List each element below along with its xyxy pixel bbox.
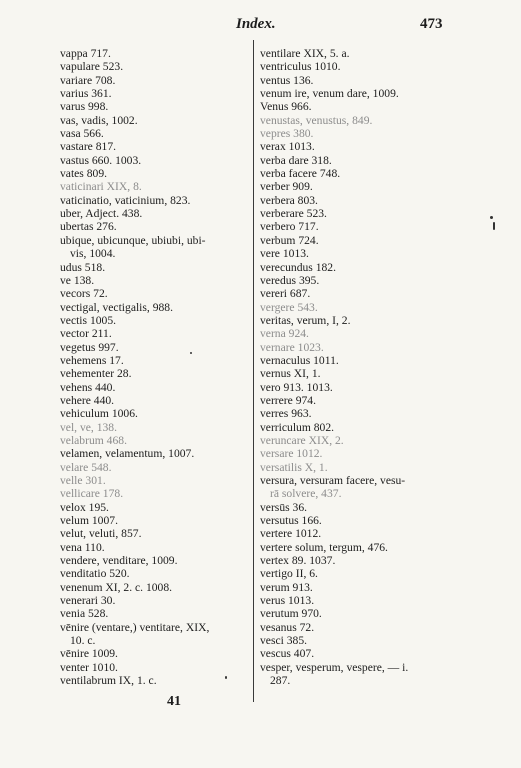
- running-header: [0, 14, 521, 36]
- column-divider: [253, 40, 254, 702]
- index-entry: ventilabrum IX, 1. c.: [60, 674, 157, 688]
- continuation-text: rā solvere, 437.: [270, 487, 342, 501]
- index-entry: varius 361.: [60, 87, 112, 101]
- index-entry-continuation: [60, 634, 246, 647]
- index-entry: vertere 1012.: [260, 527, 322, 541]
- index-entry: vēnire (ventare,) ventitare, XIX,: [60, 620, 210, 634]
- index-entry: Venus 966.: [260, 100, 312, 114]
- index-entry: vero 913. 1013.: [260, 380, 333, 394]
- index-entry: vappa 717.: [60, 47, 111, 60]
- index-entry: velamen, velamentum, 1007.: [60, 447, 195, 461]
- index-entry: verbero 717.: [260, 220, 319, 234]
- index-entry: veruncare XIX, 2.: [260, 433, 344, 447]
- index-entry-continuation: [260, 674, 450, 687]
- index-entry: vernus XI, 1.: [260, 367, 321, 381]
- index-entry: venum ire, venum dare, 1009.: [260, 87, 399, 101]
- index-entry: udus 518.: [60, 260, 106, 274]
- index-entry: vas, vadis, 1002.: [60, 113, 138, 127]
- ink-speck: [225, 676, 227, 679]
- signature-mark: 41: [167, 694, 181, 709]
- index-entry: vepres 380.: [260, 127, 314, 141]
- index-entry: velle 301.: [60, 474, 106, 487]
- index-entry: verbum 724.: [260, 233, 319, 247]
- index-entry: verbera 803.: [260, 193, 318, 207]
- index-entry: vēnire 1009.: [60, 647, 118, 661]
- index-entry: uber, Adject. 438.: [60, 207, 143, 221]
- index-entry: vertere solum, tergum, 476.: [260, 540, 388, 554]
- index-entry: velare 548.: [60, 460, 112, 474]
- index-entry: venerari 30.: [60, 594, 116, 608]
- index-entry: variare 708.: [60, 73, 116, 87]
- index-entry: verriculum 802.: [260, 420, 335, 434]
- continuation-text: 10. c.: [70, 634, 96, 648]
- index-entry: vapulare 523.: [60, 60, 124, 74]
- index-entry: veritas, verum, I, 2.: [260, 313, 351, 327]
- index-entry: velum 1007.: [60, 514, 118, 528]
- ink-speck: [490, 216, 493, 219]
- index-entry: vesper, vesperum, vespere, — i.: [260, 660, 409, 674]
- index-entry: vertigo II, 6.: [260, 567, 318, 581]
- index-column-right: [260, 47, 450, 688]
- index-entry: vescus 407.: [260, 647, 315, 661]
- index-entry: vernaculus 1011.: [260, 353, 339, 367]
- index-entry: verecundus 182.: [260, 260, 336, 274]
- index-entry: versūs 36.: [260, 500, 308, 514]
- index-entry: vehemens 17.: [60, 353, 124, 367]
- index-column-left: [60, 47, 246, 688]
- index-entry: venustas, venustus, 849.: [260, 113, 373, 127]
- index-entry: vastus 660. 1003.: [60, 153, 142, 167]
- continuation-text: vis, 1004.: [70, 247, 116, 261]
- index-entry: vesci 385.: [260, 634, 308, 648]
- index-entry: ve 138.: [60, 273, 95, 287]
- index-entry: venditatio 520.: [60, 567, 130, 581]
- index-entry-continuation: [260, 487, 450, 500]
- index-entry: versutus 166.: [260, 514, 322, 528]
- index-entry: vehiculum 1006.: [60, 407, 138, 421]
- index-entry: vectigal, vectigalis, 988.: [60, 300, 174, 314]
- index-entry: verus 1013.: [260, 594, 315, 608]
- index-entry: ubertas 276.: [60, 220, 117, 234]
- page-title: Index.: [236, 16, 276, 32]
- index-entry: versura, versuram facere, vesu-: [260, 474, 406, 487]
- index-entry: ventilare XIX, 5. a.: [260, 47, 350, 60]
- index-entry: venia 528.: [60, 607, 109, 621]
- index-entry: vereri 687.: [260, 287, 311, 301]
- index-entry: vates 809.: [60, 167, 108, 181]
- index-entry: vernare 1023.: [260, 340, 324, 354]
- index-entry: ventriculus 1010.: [260, 60, 341, 74]
- index-entry: verba dare 318.: [260, 153, 332, 167]
- index-entry: verres 963.: [260, 407, 312, 421]
- continuation-text: 287.: [270, 674, 291, 688]
- index-entry: vehementer 28.: [60, 367, 132, 381]
- index-entry: vector 211.: [60, 327, 112, 341]
- index-entry: vena 110.: [60, 540, 105, 554]
- index-entry: verutum 970.: [260, 607, 322, 621]
- index-entry: verber 909.: [260, 180, 313, 194]
- index-entry: vertex 89. 1037.: [260, 554, 336, 568]
- index-entry: velut, veluti, 857.: [60, 527, 142, 541]
- index-entry: vehere 440.: [60, 393, 115, 407]
- index-entry: venenum XI, 2. c. 1008.: [60, 580, 173, 594]
- index-entry: verax 1013.: [260, 140, 315, 154]
- index-entry: venter 1010.: [60, 660, 118, 674]
- index-entry: vaticinari XIX, 8.: [60, 180, 142, 194]
- index-entry: vastare 817.: [60, 140, 117, 154]
- ink-speck: [190, 352, 192, 354]
- index-entry: vergere 543.: [260, 300, 318, 314]
- index-entry: ubique, ubicunque, ubiubi, ubi-: [60, 233, 206, 247]
- index-entry: velabrum 468.: [60, 433, 127, 447]
- index-entry: vere 1013.: [260, 247, 309, 261]
- index-entry: vaticinatio, vaticinium, 823.: [60, 193, 191, 207]
- index-entry: vehens 440.: [60, 380, 116, 394]
- index-entry: vectis 1005.: [60, 313, 117, 327]
- index-entry: vecors 72.: [60, 287, 108, 301]
- index-entry: ventus 136.: [260, 73, 314, 87]
- index-entry: varus 998.: [60, 100, 109, 114]
- index-entry: vasa 566.: [60, 127, 104, 141]
- index-entry: velox 195.: [60, 500, 109, 514]
- index-entry: verum 913.: [260, 580, 313, 594]
- index-entry: vendere, venditare, 1009.: [60, 554, 178, 568]
- page-number: 473: [420, 16, 443, 32]
- index-entry: verberare 523.: [260, 207, 327, 221]
- index-entry: vesanus 72.: [260, 620, 315, 634]
- index-entry: verna 924.: [260, 327, 309, 341]
- index-entry: vel, ve, 138.: [60, 420, 117, 434]
- index-entry: veredus 395.: [260, 273, 320, 287]
- index-entry: vegetus 997.: [60, 340, 119, 354]
- ink-speck: [493, 222, 495, 230]
- index-entry: versatilis X, 1.: [260, 460, 328, 474]
- index-entry: vellicare 178.: [60, 487, 124, 501]
- index-entry-continuation: [60, 247, 246, 260]
- index-entry: verrere 974.: [260, 393, 317, 407]
- index-entry: verba facere 748.: [260, 167, 341, 181]
- index-entry: versare 1012.: [260, 447, 323, 461]
